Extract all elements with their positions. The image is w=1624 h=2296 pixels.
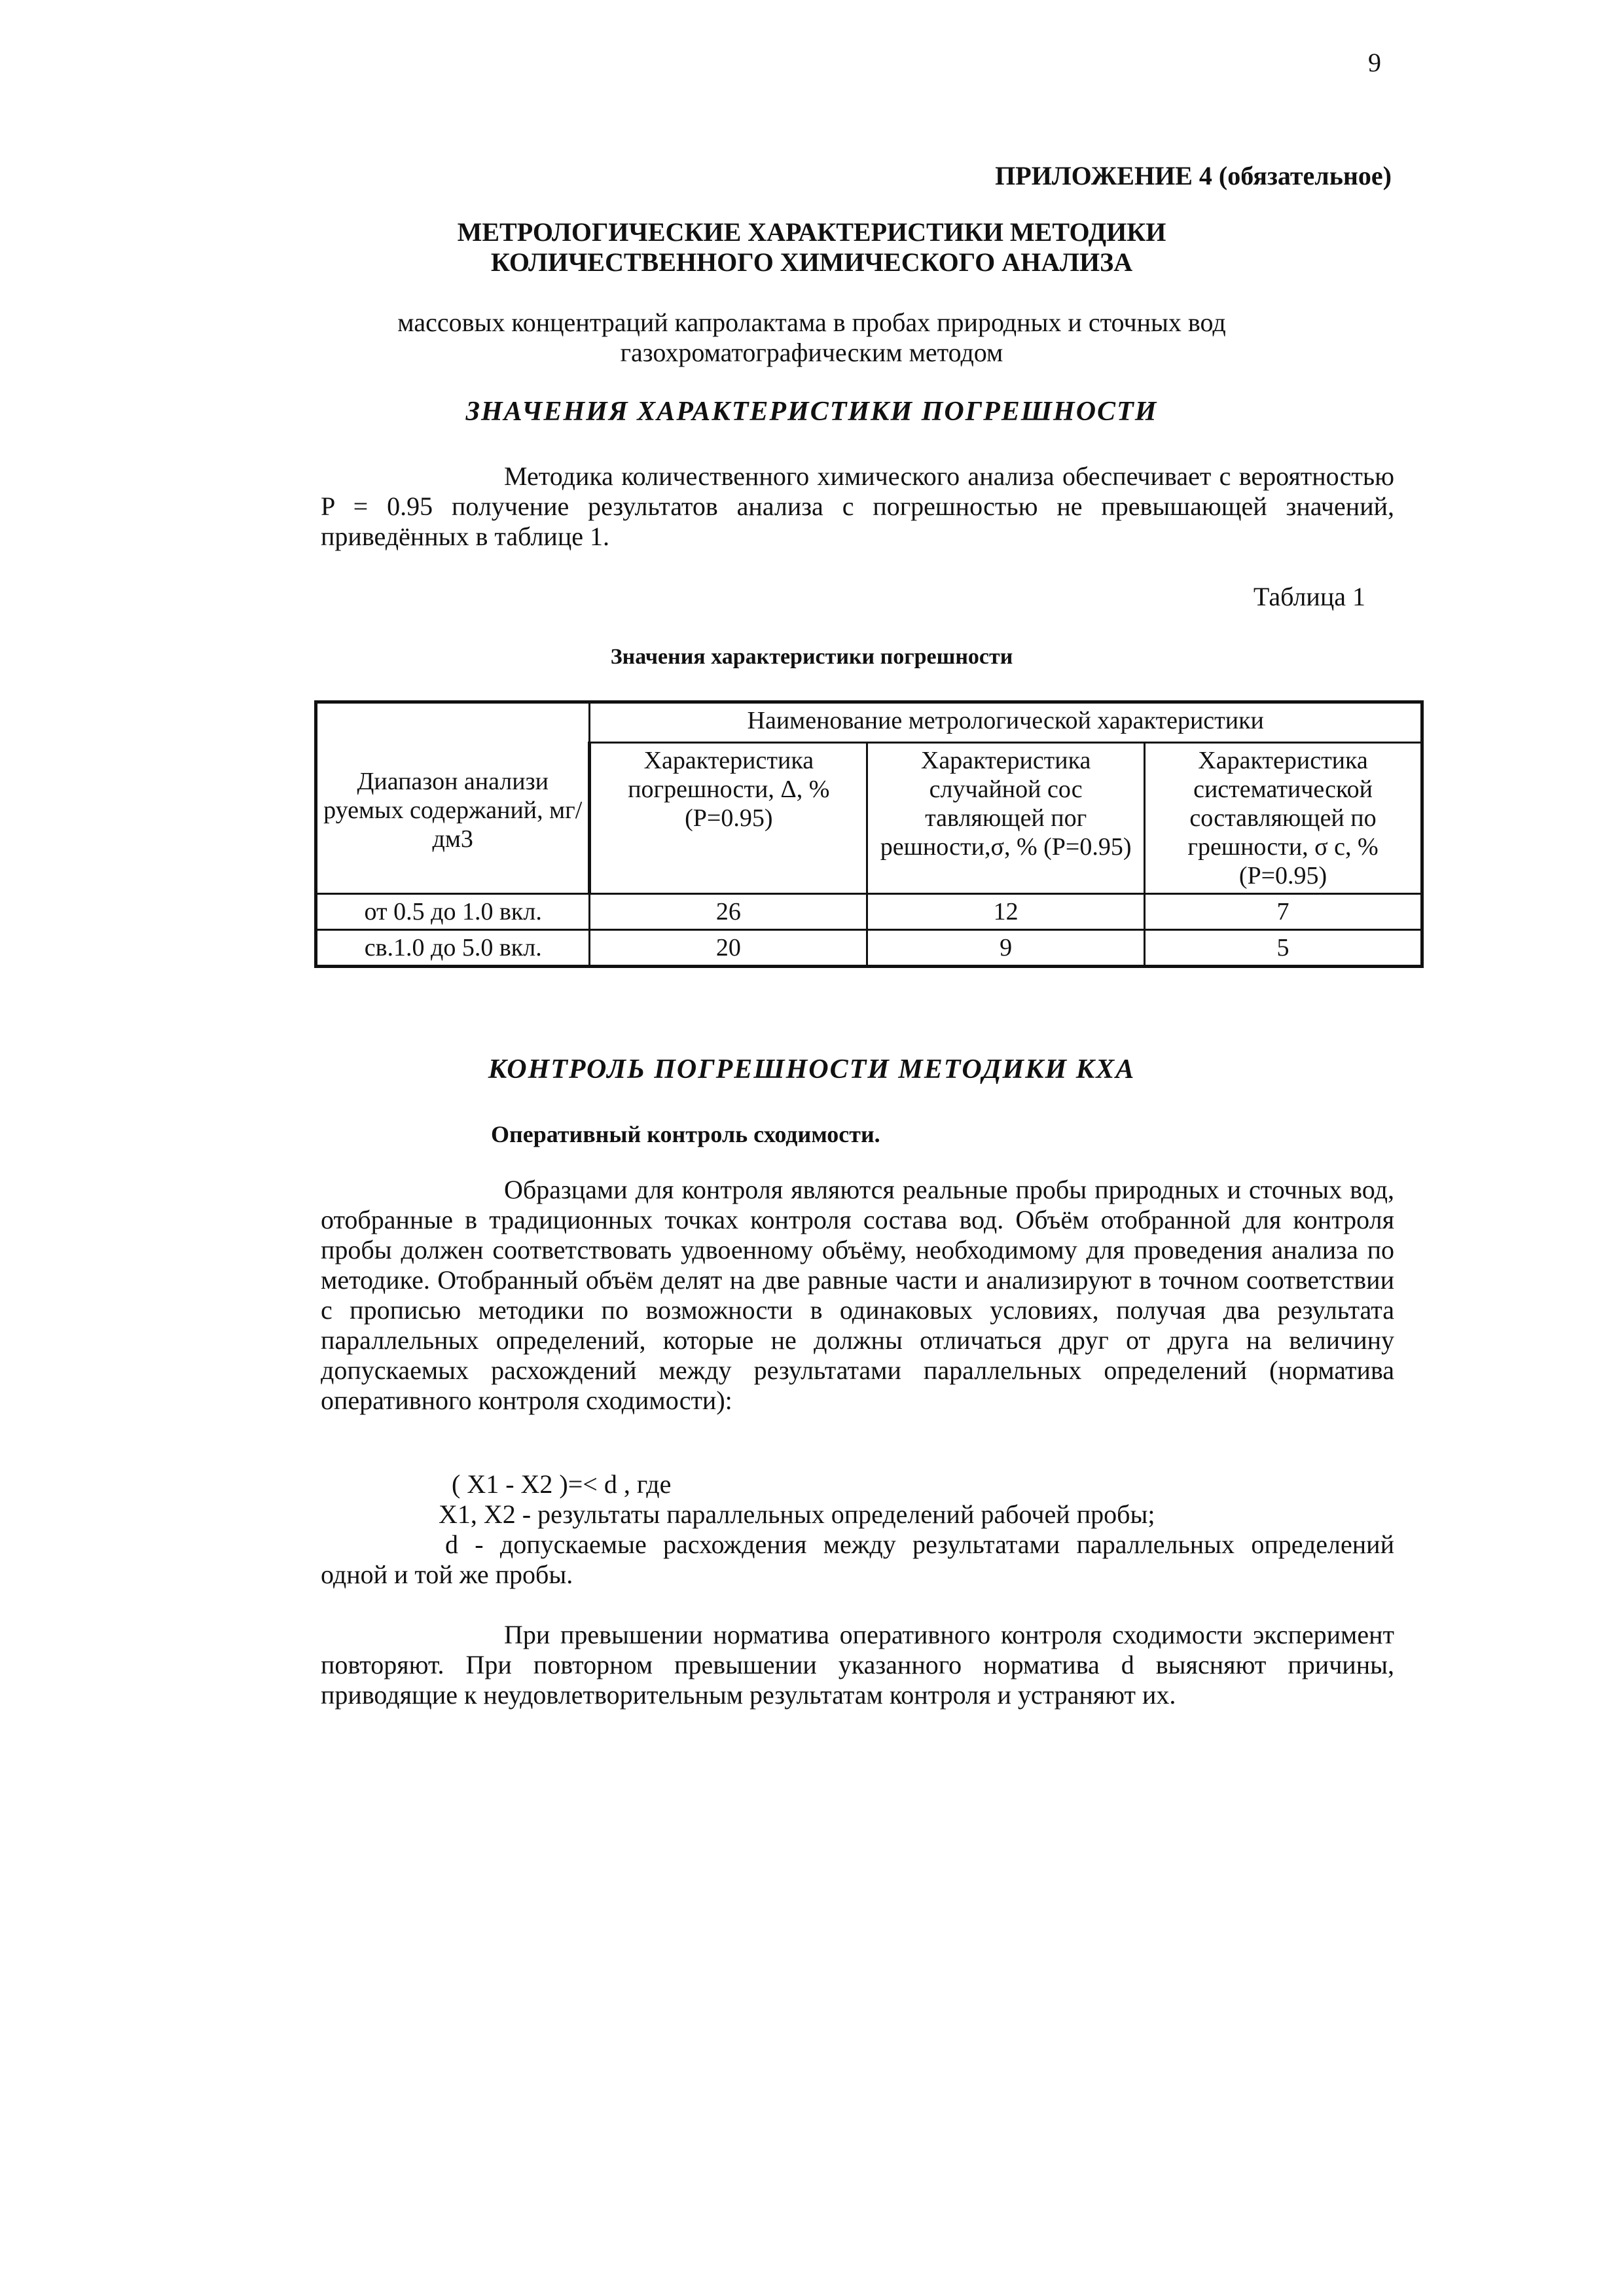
sigma-c-header: Характеристика систематической составляющей по грешности, σ c, % (P=0.95) [1187, 747, 1379, 889]
final-paragraph [321, 1620, 1394, 1710]
table-row [316, 894, 1422, 930]
title-line-1: МЕТРОЛОГИЧЕСКИЕ ХАРАКТЕРИСТИКИ МЕТОДИКИ [457, 217, 1166, 247]
delta-cell: 20 [590, 930, 867, 967]
delta-header: Характеристика погрешности, Δ, % (P=0.95) [628, 747, 830, 832]
op-control-heading: Оперативный контроль сходимости. [491, 1121, 880, 1147]
delta-header-cell [590, 743, 867, 894]
formula-definition-d: d - допускаемые расхождения между результатами параллельных определений одной и той же пробы. [321, 1530, 1394, 1589]
formula-definition-d-block [321, 1530, 1394, 1590]
control-paragraph-text: Образцами для контроля являются реальные пробы природных и сточных вод, отобранные в традиционных точках контроля состава вод. Объём отобранной для контроля пробы должен соответствовать удвоенному объёму, необходимому для проведения анализа по методике. Отобранный объём делят на две равные части и анализируют в точном соответствии с прописью методики по возможности в одинаковых условиях, получая два результата параллельных определений, которые не должны отличаться друг от друга на величину допускаемых расхождений между результатами параллельных определений (норматива оперативного контроля сходимости): [321, 1175, 1394, 1415]
sigma-c-cell: 7 [1145, 894, 1422, 930]
sigma-cell: 9 [867, 930, 1145, 967]
range-cell: св.1.0 до 5.0 вкл. [316, 930, 590, 967]
intro-paragraph-text: Методика количественного химического анализа обеспечивает с вероятностью P = 0.95 получение результатов анализа с погрешностью не превышающей значений, приведённых в таблице 1. [321, 461, 1394, 551]
subtitle-line-2: газохроматографическим методом [620, 338, 1003, 367]
final-paragraph-text: При превышении норматива оперативного контроля сходимости эксперимент повторяют. При повторном превышении указанного норматива d выясняют причины, приводящие к неудовлетворительным результатам контроля и устраняют их. [321, 1620, 1394, 1710]
section-heading-error-values: ЗНАЧЕНИЯ ХАРАКТЕРИСТИКИ ПОГРЕШНОСТИ [465, 397, 1158, 427]
error-characteristics-table [314, 700, 1424, 968]
sigma-c-header-cell [1145, 743, 1422, 894]
table-row [316, 930, 1422, 967]
subtitle-line-1: массовых концентраций капролактама в пробах природных и сточных вод [397, 308, 1226, 337]
formula: ( X1 - X2 )=< d , где [452, 1469, 672, 1499]
document-subtitle [314, 308, 1309, 368]
sigma-header: Характеристика случайной сос тавляющей пог решности,σ, % (P=0.95) [880, 747, 1132, 861]
range-cell: от 0.5 до 1.0 вкл. [316, 894, 590, 930]
sigma-header-cell [867, 743, 1145, 894]
page-number: 9 [1368, 48, 1381, 77]
range-header: Диапазон анализи руемых содержаний, мг/дм3 [323, 767, 583, 853]
title-line-2: КОЛИЧЕСТВЕННОГО ХИМИЧЕСКОГО АНАЛИЗА [490, 247, 1133, 277]
group-header: Наименование метрологической характеристики [747, 707, 1264, 734]
table-label: Таблица 1 [1253, 582, 1365, 611]
sigma-c-cell: 5 [1145, 930, 1422, 967]
appendix-label: ПРИЛОЖЕНИЕ 4 (обязательное) [995, 161, 1392, 190]
range-header-cell [316, 702, 590, 894]
section-heading-error-control: КОНТРОЛЬ ПОГРЕШНОСТИ МЕТОДИКИ КХА [488, 1054, 1136, 1085]
formula-definition-x: X1, X2 - результаты параллельных определений рабочей пробы; [439, 1499, 1155, 1529]
delta-cell: 26 [590, 894, 867, 930]
sigma-cell: 12 [867, 894, 1145, 930]
table-caption: Значения характеристики погрешности [610, 645, 1013, 669]
control-paragraph [321, 1175, 1394, 1416]
document-title [314, 217, 1309, 278]
intro-paragraph [321, 461, 1394, 552]
group-header-cell [590, 702, 1422, 743]
